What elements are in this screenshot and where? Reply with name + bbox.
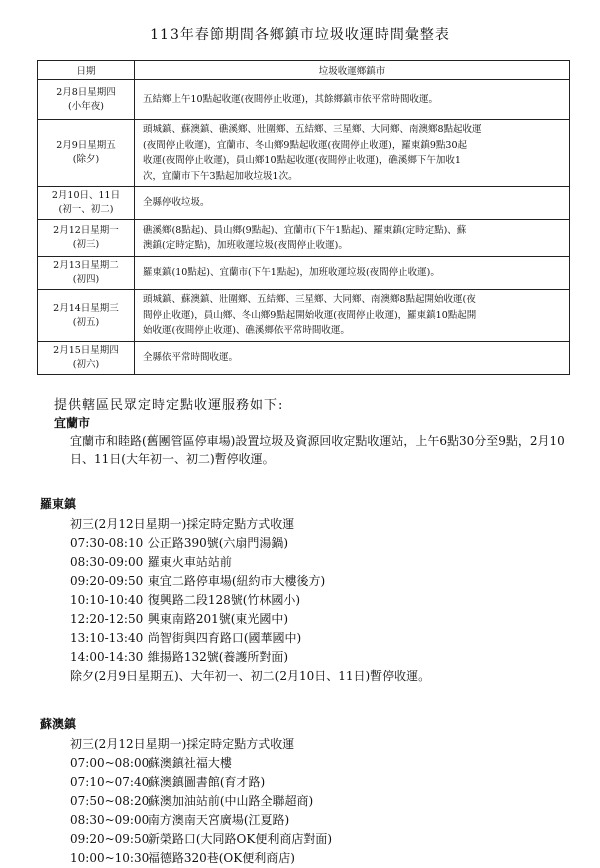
page-title: 113年春節期間各鄉鎮市垃圾收運時間彙整表 — [150, 27, 450, 43]
date-line: 2月12日星期一 — [53, 225, 119, 236]
luodong-note: 除夕(2月9日星期五)、大年初一、初二(2月10日、11日)暫停收運。 — [70, 669, 431, 683]
row-date — [38, 257, 135, 290]
table-row — [38, 80, 570, 120]
pickup-place: 福德路320巷(OK便利商店) — [147, 851, 295, 865]
table-row — [38, 257, 570, 290]
list-item — [70, 849, 580, 868]
pickup-time: 07:50~08:20 — [70, 794, 150, 808]
pickup-time: 07:00~08:00 — [70, 756, 150, 770]
pickup-time: 07:10~07:40 — [70, 775, 150, 789]
pickup-time: 08:30~09:00 — [70, 813, 150, 827]
desc-line: 頭城鎮、蘇澳鎮、壯圍鄉、五結鄉、三星鄉、大同鄉、南澳鄉8點起開始收運(夜 — [143, 294, 476, 306]
row-date — [38, 120, 135, 187]
table-row — [38, 220, 570, 257]
desc-line: 次，宜蘭市下午3點起加收垃圾1次。 — [143, 170, 298, 182]
list-item — [70, 773, 580, 792]
list-item — [70, 610, 580, 629]
yilan-text: 宜蘭市和睦路(舊團管區停車場)設置垃圾及資源回收定點收運站，上午6點30分至9點，2月10日、11日(大年初一、初二)暫停收運。 — [70, 434, 565, 466]
service-intro: 提供轄區民眾定時定點收運服務如下: — [54, 398, 284, 413]
pickup-time: 12:20-12:50 — [70, 612, 144, 626]
row-date — [38, 187, 135, 220]
pickup-time: 13:10-13:40 — [70, 631, 144, 645]
date-note: (初五) — [72, 316, 100, 328]
desc-line: 羅東鎮(10點起)、宜蘭市(下午1點起)，加班收運垃圾(夜間停止收運)。 — [143, 267, 440, 279]
date-line: 2月9日星期五 — [56, 140, 116, 151]
row-desc — [135, 120, 570, 187]
list-item — [70, 591, 580, 610]
pickup-time: 07:30-08:10 — [70, 536, 144, 550]
list-item — [70, 754, 580, 773]
table-row — [38, 187, 570, 220]
desc-line: 頭城鎮、蘇澳鎮、礁溪鄉、壯圍鄉、五結鄉、三星鄉、大同鄉、南澳鄉8點起收運 — [143, 124, 482, 135]
date-line: 2月14日星期三 — [53, 302, 119, 314]
pickup-time: 14:00-14:30 — [70, 650, 144, 664]
list-item — [70, 811, 580, 830]
date-note: (初六) — [72, 359, 100, 370]
table-row — [38, 120, 570, 187]
row-date — [38, 80, 135, 120]
pickup-place: 新榮路口(大同路OK便利商店對面) — [147, 832, 332, 846]
header-towns: 垃圾收運鄉鎮市 — [135, 61, 570, 80]
pickup-time: 09:20~09:50 — [70, 832, 150, 846]
luodong-heading: 羅東鎮 — [40, 497, 77, 511]
date-line: 2月15日星期四 — [53, 345, 119, 356]
row-date — [38, 220, 135, 257]
row-date — [38, 290, 135, 342]
pickup-place: 蘇澳加油站前(中山路全聯超商) — [147, 794, 314, 808]
row-desc — [135, 290, 570, 342]
list-item — [70, 648, 580, 667]
date-note: (小年夜) — [68, 100, 104, 112]
list-item — [70, 534, 580, 553]
date-note: (初四) — [72, 274, 100, 285]
pickup-place: 蘇澳鎮圖書館(育才路) — [147, 775, 266, 789]
pickup-place: 維揚路132號(養護所對面) — [147, 650, 289, 664]
table-header-row — [38, 61, 570, 80]
desc-line: (夜間停止收運)，宜蘭市、冬山鄉9點起收運(夜間停止收運)，羅東鎮9點30起 — [143, 139, 468, 151]
desc-line: 礁溪鄉(8點起)、員山鄉(9點起)、宜蘭市(下午1點起)、羅東鎮(定時定點)、蘇 — [143, 224, 467, 236]
date-line: 2月8日星期四 — [56, 86, 116, 98]
table-row — [38, 342, 570, 375]
pickup-place: 東宜二路停車場(紐約市大樓後方) — [147, 574, 326, 588]
list-item — [70, 629, 580, 648]
row-desc — [135, 187, 570, 220]
desc-line: 全縣依平常時間收運。 — [143, 352, 239, 364]
date-note: (初三) — [72, 239, 100, 250]
row-desc — [135, 80, 570, 120]
suao-subtitle: 初三(2月12日星期一)採定時定點方式收運 — [70, 737, 295, 751]
desc-line: 收運(夜間停止收運)，員山鄉10點起收運(夜間停止收運)，礁溪鄉下午加收1 — [143, 155, 461, 166]
pickup-time: 08:30-09:00 — [70, 555, 144, 569]
pickup-place: 羅東火車站站前 — [147, 555, 232, 569]
pickup-time: 09:20-09:50 — [70, 574, 144, 588]
row-desc — [135, 220, 570, 257]
pickup-place: 南方澳南天宮廣場(江夏路) — [147, 813, 290, 827]
schedule-table — [37, 60, 570, 375]
pickup-place: 蘇澳鎮社福大樓 — [147, 756, 232, 770]
yilan-heading: 宜蘭市 — [54, 416, 91, 430]
date-note: (除夕) — [72, 154, 100, 165]
list-item — [70, 553, 580, 572]
pickup-place: 復興路二段128號(竹林國小) — [147, 593, 301, 607]
date-line: 2月13日星期二 — [53, 260, 119, 271]
desc-line: 全縣停收垃圾。 — [143, 197, 210, 209]
luodong-subtitle: 初三(2月12日星期一)採定時定點方式收運 — [70, 517, 295, 531]
desc-line: 始收運(夜間停止收運)、礁溪鄉依平常時間收運。 — [143, 325, 350, 337]
date-line: 2月10日、11日 — [51, 190, 121, 201]
pickup-time: 10:00~10:30 — [70, 851, 150, 865]
row-date — [38, 342, 135, 375]
list-item — [70, 572, 580, 591]
pickup-place: 公正路390號(六扇門湯鍋) — [147, 536, 289, 550]
pickup-place: 興東南路201號(東光國中) — [147, 612, 289, 626]
row-desc — [135, 257, 570, 290]
row-desc — [135, 342, 570, 375]
desc-line: 澳鎮(定時定點)，加班收運垃圾(夜間停止收運)。 — [143, 240, 348, 251]
table-row — [38, 290, 570, 342]
pickup-place: 尚智街與四育路口(國華國中) — [147, 631, 302, 645]
desc-line: 間停止收運)，員山鄉、冬山鄉9點起開始收運(夜間停止收運)，羅東鎮10點起開 — [143, 309, 477, 321]
desc-line: 五結鄉上午10點起收運(夜間停止收運)，其餘鄉鎮市依平常時間收運。 — [143, 93, 439, 105]
list-item — [70, 830, 580, 849]
date-note: (初一、初二) — [58, 204, 114, 215]
pickup-time: 10:10-10:40 — [70, 593, 144, 607]
service-section — [40, 394, 580, 868]
list-item — [70, 792, 580, 811]
header-date: 日期 — [38, 61, 135, 80]
suao-heading: 蘇澳鎮 — [40, 717, 77, 731]
